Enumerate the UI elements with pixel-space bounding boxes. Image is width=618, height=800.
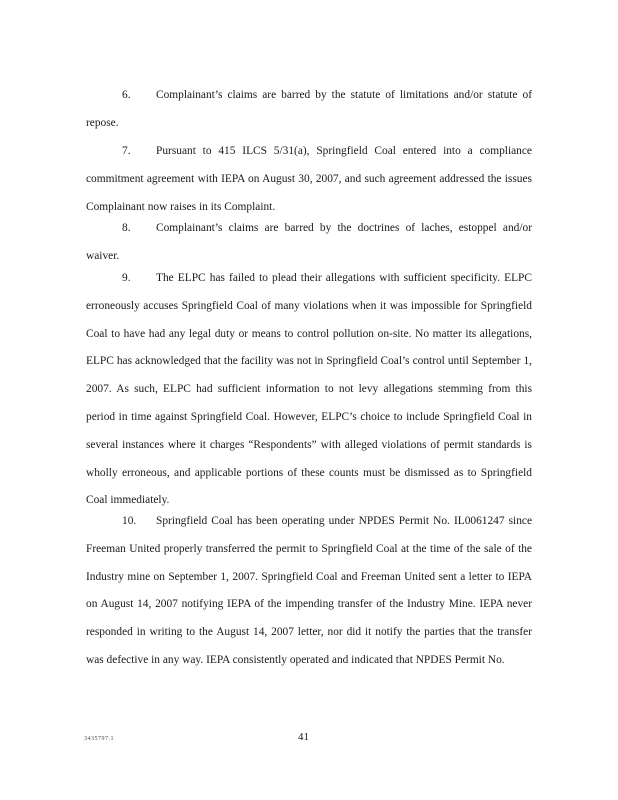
paragraph-10 bbox=[86, 508, 532, 675]
paragraph-text: Complainant’s claims are barred by the doctrines of laches, estoppel and/or waiver. bbox=[86, 222, 532, 262]
paragraph-7 bbox=[86, 138, 532, 221]
page-number: 41 bbox=[298, 731, 309, 743]
paragraph-number: 10. bbox=[122, 515, 137, 527]
document-code: 3435797.1 bbox=[84, 736, 114, 742]
paragraph-text: The ELPC has failed to plead their allegations with sufficient specificity. ELPC erroneously accuses Springfield Coal of many violations when it was impossible for Springfield Coal to have had any legal duty or means to control pollution on-site. No matter its allegations, ELPC has acknowledged that the facility was not in Springfield Coal’s control until September 1, 2007. As such, ELPC had sufficient information to not levy allegations stemming from this period in time against Springfield Coal. However, ELPC’s choice to include Springfield Coal in several instances where it charges “Respondents” with alleged violations of permit standards is wholly erroneous, and applicable portions of these counts must be dismissed as to Springfield Coal immediately. bbox=[86, 272, 532, 507]
paragraph-number: 8. bbox=[122, 222, 131, 234]
paragraph-6 bbox=[86, 82, 532, 138]
paragraph-8 bbox=[86, 215, 532, 271]
paragraph-number: 6. bbox=[122, 89, 131, 101]
paragraph-number: 9. bbox=[122, 272, 131, 284]
paragraph-text: Complainant’s claims are barred by the statute of limitations and/or statute of repose. bbox=[86, 89, 532, 129]
paragraph-9 bbox=[86, 265, 532, 515]
paragraph-text: Pursuant to 415 ILCS 5/31(a), Springfield Coal entered into a compliance commitment agreement with IEPA on August 30, 2007, and such agreement addressed the issues Complainant now raises in its Complaint. bbox=[86, 145, 532, 213]
paragraph-text: Springfield Coal has been operating under NPDES Permit No. IL0061247 since Freeman United properly transferred the permit to Springfield Coal at the time of the sale of the Industry mine on September 1, 2007. Springfield Coal and Freeman United sent a letter to IEPA on August 14, 2007 notifying IEPA of the impending transfer of the Industry Mine. IEPA never responded in writing to the August 14, 2007 letter, nor did it notify the parties that the transfer was defective in any way. IEPA consistently operated and indicated that NPDES Permit No. bbox=[86, 515, 532, 666]
paragraph-number: 7. bbox=[122, 145, 131, 157]
